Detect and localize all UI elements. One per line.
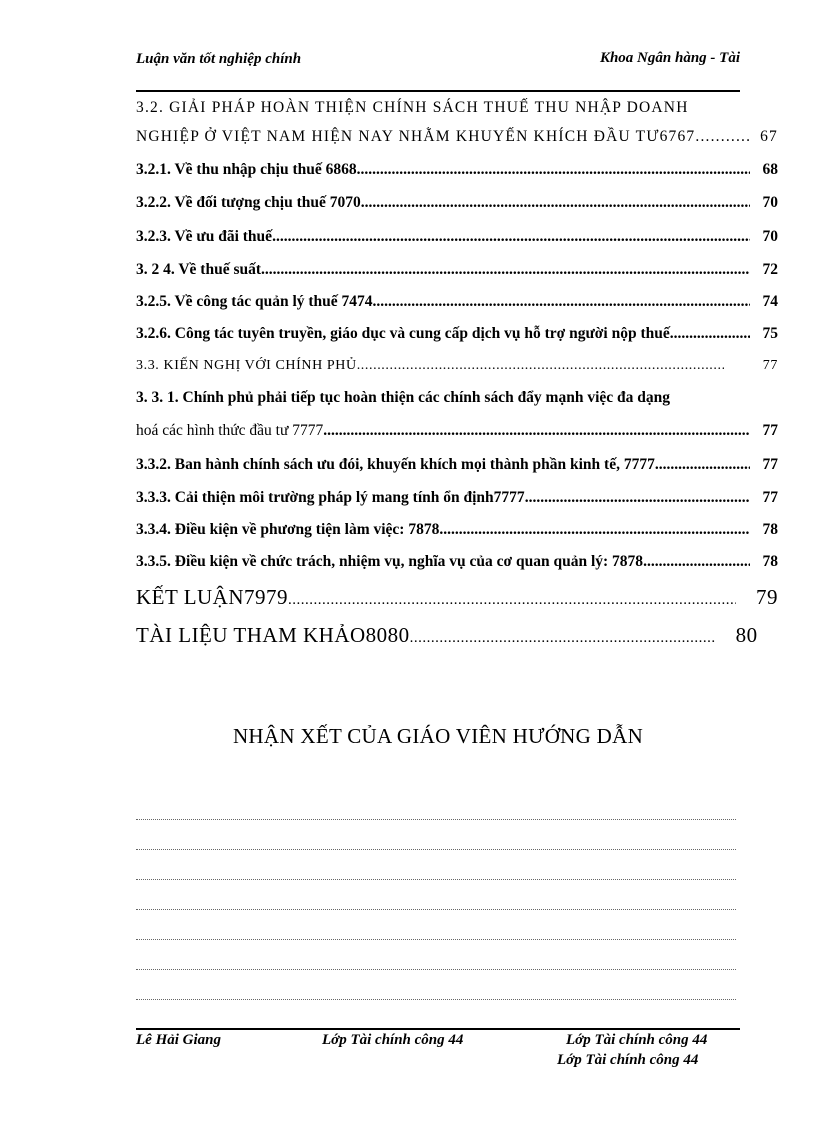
toc-page-number: 79 <box>756 585 778 609</box>
toc-item-label: 3.2.5. Về công tác quản lý thuế 7474 <box>136 293 373 310</box>
toc-item-label: 3.2.2. Về đối tượng chịu thuế 7070 <box>136 194 361 211</box>
toc-item-3-2-6[interactable] <box>136 318 778 350</box>
toc-item-3-3-3[interactable] <box>136 482 778 514</box>
comment-line[interactable] <box>136 850 736 880</box>
toc-section-3-2-line2: NGHIỆP Ở VIỆT NAM HIỆN NAY NHẰM KHUYẾN KHÍCH ĐẦU TƯ6767 <box>136 128 696 145</box>
comment-line[interactable] <box>136 820 736 850</box>
toc-page-number: 70 <box>762 194 778 211</box>
toc-page-number: 70 <box>762 228 778 245</box>
toc-leader <box>410 619 716 657</box>
toc-page-number: 68 <box>762 161 778 178</box>
toc-page-number: 77 <box>762 422 778 439</box>
toc-item-3-3-2[interactable] <box>136 448 778 482</box>
toc-leader <box>655 448 750 482</box>
toc-item-label: 3. 2 4. Về thuế suất <box>136 261 262 278</box>
comment-line[interactable] <box>136 880 736 910</box>
toc-section-3-2-line1: 3.2. GIẢI PHÁP HOÀN THIỆN CHÍNH SÁCH THUẾ THU NHẬP DOANH <box>136 99 689 116</box>
toc-page-number: 78 <box>762 553 778 570</box>
toc-item-label: 3.3. KIẾN NGHỊ VỚI CHÍNH PHỦ <box>136 358 357 373</box>
toc-leader <box>439 514 750 546</box>
comment-line[interactable] <box>136 790 736 820</box>
toc-section-3-2[interactable] <box>136 120 778 154</box>
toc-section-3-3[interactable] <box>136 350 778 382</box>
toc-item-label: 3.3.5. Điều kiện về chức trách, nhiệm vụ, nghĩa vụ của cơ quan quản lý: 7878 <box>136 553 644 570</box>
toc-leader <box>525 482 750 514</box>
footer-rule <box>136 1028 740 1030</box>
toc-page-number: 78 <box>762 521 778 538</box>
toc-leader <box>643 546 750 578</box>
toc-item-label: KẾT LUẬN7979 <box>136 585 289 609</box>
comment-line[interactable] <box>136 940 736 970</box>
toc-leader <box>272 220 750 254</box>
footer-class-center: Lớp Tài chính công 44 <box>322 1032 464 1048</box>
toc-leader <box>288 581 736 619</box>
toc-item-3-2-5[interactable] <box>136 286 778 318</box>
toc-item-label: 3.2.6. Công tác tuyên truyền, giáo dục và cung cấp dịch vụ hỗ trợ người nộp thuế <box>136 325 670 342</box>
toc-leader <box>357 350 724 382</box>
toc-leader <box>261 254 750 286</box>
toc-leader <box>695 120 750 154</box>
comment-lines <box>136 790 736 1030</box>
toc-item-label: 3.2.3. Về ưu đãi thuế <box>136 228 273 245</box>
comment-line[interactable] <box>136 1000 736 1030</box>
toc-item-label: 3.2.1. Về thu nhập chịu thuế 6868 <box>136 161 357 178</box>
toc-page-number: 80 <box>735 623 758 647</box>
toc-leader <box>373 286 750 318</box>
toc-page-number: 75 <box>762 325 778 342</box>
toc-item-3-2-1[interactable] <box>136 154 778 186</box>
footer-class-right-2: Lớp Tài chính công 44 <box>557 1052 699 1068</box>
toc-item-label: 3.3.4. Điều kiện về phương tiện làm việc: 7878 <box>136 521 440 538</box>
toc-references[interactable] <box>136 616 778 654</box>
toc-leader <box>357 154 750 186</box>
comment-line[interactable] <box>136 910 736 940</box>
toc-page-number: 77 <box>762 358 778 373</box>
toc-page-number: 77 <box>762 456 778 473</box>
toc-page-number: 67 <box>760 128 778 145</box>
toc-conclusion[interactable] <box>136 578 778 616</box>
toc-item-3-2-2[interactable] <box>136 186 778 220</box>
toc-item-label: 3.3.3. Cải thiện môi trường pháp lý mang tính ổn định7777 <box>136 489 525 506</box>
table-of-contents <box>136 94 778 654</box>
header-right-title: Khoa Ngân hàng - Tài <box>599 50 740 66</box>
header-left-title: Luận văn tốt nghiệp chính <box>136 51 302 67</box>
footer-class-right: Lớp Tài chính công 44 <box>566 1032 708 1048</box>
comment-line[interactable] <box>136 970 736 1000</box>
toc-item-3-3-4[interactable] <box>136 514 778 546</box>
toc-leader <box>670 318 750 350</box>
toc-item-3-3-5[interactable] <box>136 546 778 578</box>
toc-page-number: 72 <box>762 261 778 278</box>
header-rule <box>136 90 740 92</box>
toc-leader <box>323 414 750 448</box>
footer-author: Lê Hải Giang <box>136 1032 221 1048</box>
toc-item-3-2-4[interactable] <box>136 254 778 286</box>
toc-page-number: 77 <box>762 489 778 506</box>
toc-page-number: 74 <box>762 293 778 310</box>
toc-item-label: hoá các hình thức đầu tư 7777 <box>136 422 324 439</box>
toc-item-3-3-1-line1: 3. 3. 1. Chính phủ phải tiếp tục hoàn thiện các chính sách đẩy mạnh việc đa dạng <box>136 389 671 406</box>
toc-item-label: 3.3.2. Ban hành chính sách ưu đói, khuyến khích mọi thành phần kinh tế, 7777 <box>136 456 655 473</box>
toc-item-3-2-3[interactable] <box>136 220 778 254</box>
toc-leader <box>361 186 750 220</box>
toc-item-label: TÀI LIỆU THAM KHẢO8080 <box>136 623 410 647</box>
comment-section-title: NHẬN XẾT CỦA GIÁO VIÊN HƯỚNG DẪN <box>232 724 644 748</box>
toc-item-3-3-1[interactable] <box>136 414 778 448</box>
